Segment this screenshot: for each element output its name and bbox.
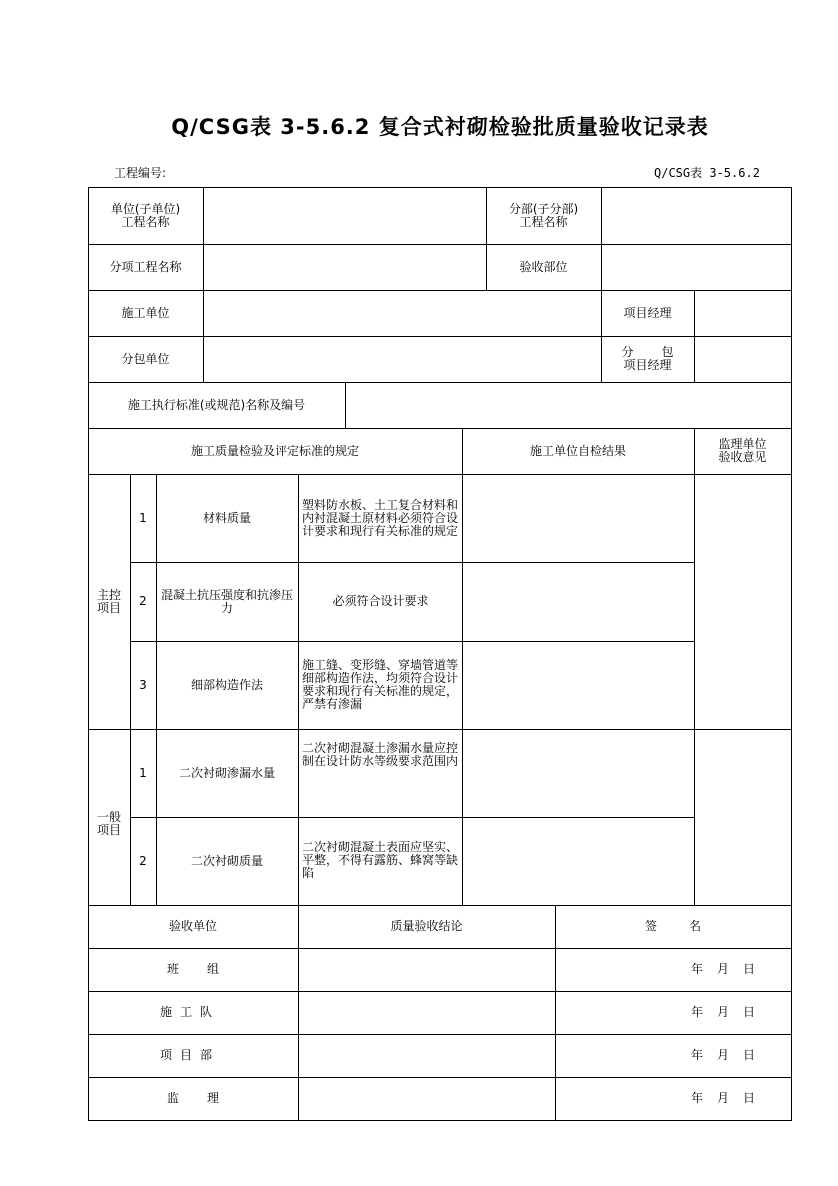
sub-manager-label — [601, 336, 694, 382]
main-item-requirement: 施工缝、变形缝、穿墙管道等 细部构造作法，均须符合设计要求和现行有关标准的规定，严禁有渗漏 — [302, 658, 459, 711]
general-item-requirement: 二次衬砌混凝土渗漏水量应控制在设计防水等级要求范围内 — [302, 741, 459, 768]
main-control-label-line1: 主控 — [96, 587, 121, 602]
main-control-label — [88, 474, 130, 729]
main-item-name: 材料质量 — [202, 510, 251, 525]
conclusion-header: 质量验收结论 — [390, 919, 463, 933]
construction-team-date — [673, 991, 773, 1034]
construction-team-conclusion-field[interactable] — [299, 992, 555, 1034]
signature-header-part2: 名 — [689, 919, 702, 933]
project-dept-label-part2: 目 — [179, 1048, 192, 1062]
supervision-label-part2: 理 — [207, 1091, 220, 1105]
project-manager-label: 项目经理 — [623, 305, 672, 320]
grid-line — [791, 187, 792, 1121]
division-name-label — [486, 187, 601, 244]
division-name-label-line1: 分部(子分部) — [508, 201, 579, 216]
main-item-self-check-field[interactable] — [463, 642, 694, 729]
general-label-line1: 一般 — [96, 810, 121, 824]
date-year-label: 年 — [690, 1005, 703, 1019]
general-item-self-check-field[interactable] — [463, 730, 694, 817]
main-item-no: 1 — [139, 510, 147, 525]
main-item-name: 细部构造作法 — [190, 677, 263, 692]
signature-header-part1: 签 — [644, 919, 657, 933]
supervision-column-header-line1: 监理单位 — [718, 437, 767, 451]
standard-field[interactable] — [346, 383, 791, 428]
supervision-label — [88, 1077, 298, 1120]
project-number-label: 工程编号: — [114, 166, 167, 180]
date-day-label: 日 — [743, 1048, 756, 1062]
team-conclusion-field[interactable] — [299, 949, 555, 991]
construction-team-label-part3: 队 — [200, 1005, 213, 1019]
supervision-label-part1: 监 — [166, 1091, 179, 1105]
signature-header — [555, 905, 791, 948]
team-label-part2: 组 — [207, 962, 220, 976]
project-dept-date — [673, 1034, 773, 1077]
acceptance-part-field[interactable] — [602, 245, 791, 290]
unit-name-label-line2: 工程名称 — [121, 214, 170, 229]
main-item-no: 2 — [139, 594, 147, 608]
general-item-no: 2 — [139, 853, 147, 868]
general-item-no: 1 — [139, 765, 147, 780]
page-title: Q/CSG表 3-5.6.2 复合式衬砌检验批质量验收记录表 — [171, 115, 709, 139]
main-item-self-check-field[interactable] — [463, 563, 694, 641]
acceptance-part-label: 验收部位 — [519, 259, 568, 274]
construction-unit-label: 施工单位 — [121, 305, 170, 320]
construction-team-label — [88, 991, 298, 1034]
sub-manager-label-part1: 分 — [621, 345, 634, 359]
date-day-label: 日 — [743, 1091, 756, 1105]
subitem-name-field[interactable] — [204, 245, 486, 290]
general-item-name: 二次衬砌渗漏水量 — [178, 765, 275, 780]
unit-name-label — [88, 187, 203, 244]
general-item-name: 二次衬砌质量 — [190, 853, 263, 868]
date-month-label: 月 — [716, 1048, 729, 1062]
general-item-requirement: 二次衬砌混凝土表面应坚实、平整，不得有露筋、蜂窝等缺陷 — [302, 840, 459, 880]
subitem-name-label: 分项工程名称 — [109, 259, 182, 274]
date-year-label: 年 — [690, 1048, 703, 1062]
general-label-line2: 项目 — [96, 823, 121, 837]
project-dept-label-part3: 部 — [200, 1048, 213, 1062]
sub-unit-field[interactable] — [204, 337, 601, 382]
date-year-label: 年 — [690, 962, 703, 976]
date-day-label: 日 — [743, 1005, 756, 1019]
main-control-label-line2: 项目 — [96, 600, 121, 615]
date-month-label: 月 — [716, 1091, 729, 1105]
construction-team-label-part1: 施 — [159, 1005, 172, 1019]
main-item-requirement: 必须符合设计要求 — [332, 594, 429, 608]
sub-manager-field[interactable] — [695, 337, 791, 382]
date-year-label: 年 — [690, 1091, 703, 1105]
date-day-label: 日 — [743, 962, 756, 976]
project-dept-label — [88, 1034, 298, 1077]
construction-unit-field[interactable] — [204, 291, 601, 336]
general-label — [88, 729, 130, 905]
team-label — [88, 948, 298, 991]
grid-line — [88, 1120, 792, 1121]
division-name-field[interactable] — [602, 188, 791, 244]
general-supervision-field[interactable] — [695, 730, 791, 905]
division-name-label-line2: 工程名称 — [519, 214, 568, 229]
main-control-supervision-field[interactable] — [695, 475, 791, 729]
standard-label: 施工执行标准(或规范)名称及编号 — [127, 397, 306, 412]
spec-column-header: 施工质量检验及评定标准的规定 — [190, 443, 359, 458]
sub-manager-label-line2: 项目经理 — [623, 358, 672, 372]
team-label-part1: 班 — [166, 962, 179, 976]
construction-team-label-part2: 工 — [179, 1005, 192, 1019]
supervision-column-header — [694, 428, 791, 474]
main-item-self-check-field[interactable] — [463, 475, 694, 562]
unit-name-label-line1: 单位(子单位) — [110, 201, 181, 216]
main-item-requirement: 塑料防水板、土工复合材料和内衬混凝土原材料必须符合设计要求和现行有关标准的规定 — [302, 497, 459, 538]
acceptance-unit-header: 验收单位 — [168, 919, 217, 933]
general-item-self-check-field[interactable] — [463, 818, 694, 905]
project-dept-conclusion-field[interactable] — [299, 1035, 555, 1077]
project-dept-label-part1: 项 — [159, 1048, 172, 1062]
form-code: Q/CSG表 3-5.6.2 — [654, 166, 760, 180]
supervision-date — [673, 1077, 773, 1120]
team-date — [673, 948, 773, 991]
sub-manager-label-part2: 包 — [661, 345, 674, 359]
project-manager-field[interactable] — [695, 291, 791, 336]
sub-unit-label: 分包单位 — [121, 351, 170, 366]
unit-name-field[interactable] — [204, 188, 486, 244]
main-item-no: 3 — [139, 677, 147, 692]
supervision-column-header-line2: 验收意见 — [718, 450, 767, 464]
supervision-conclusion-field[interactable] — [299, 1078, 555, 1120]
self-check-column-header: 施工单位自检结果 — [529, 443, 626, 458]
date-month-label: 月 — [716, 1005, 729, 1019]
main-item-name: 混凝土抗压强度和抗渗压力 — [160, 587, 293, 615]
date-month-label: 月 — [716, 962, 729, 976]
